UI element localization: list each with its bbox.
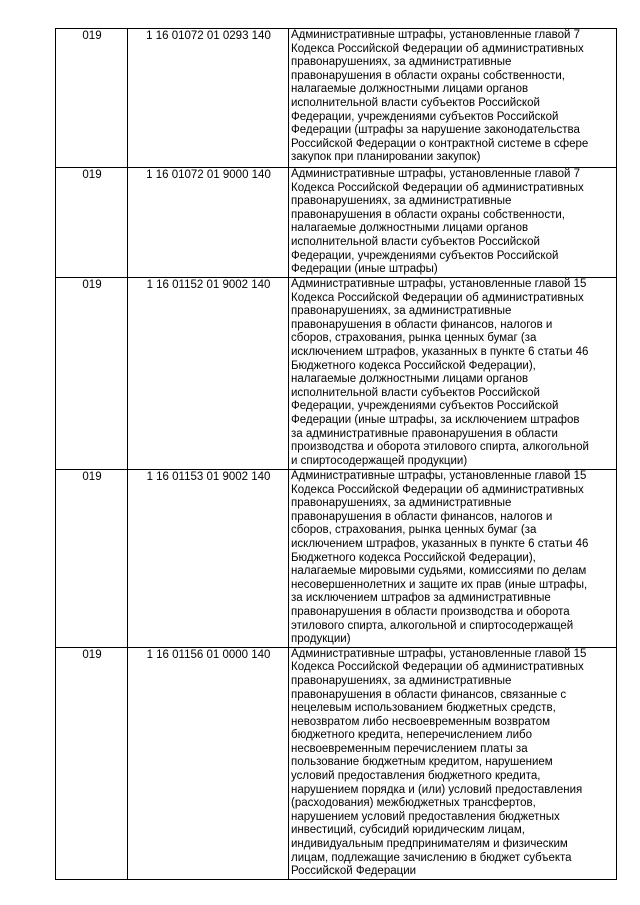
table-row bbox=[56, 168, 617, 278]
table-row bbox=[56, 647, 617, 879]
budget-classification-code-cell: 1 16 01152 01 9002 140 bbox=[128, 278, 289, 470]
administrator-code-cell: 019 bbox=[56, 647, 128, 879]
document-page bbox=[55, 28, 616, 880]
revenue-description-cell: Административные штрафы, установленные главой 7 Кодекса Российской Федерации об административных правонарушениях, за административные правонарушения в области охраны собственности, налагаемые должностными лицами органов исполнительной власти субъектов Российской Федерации, учреждениями субъектов Российской Федерации (иные штрафы) bbox=[289, 168, 617, 278]
administrator-code-cell: 019 bbox=[56, 278, 128, 470]
budget-classification-code-cell: 1 16 01153 01 9002 140 bbox=[128, 470, 289, 648]
budget-classification-code-cell: 1 16 01156 01 0000 140 bbox=[128, 647, 289, 879]
kbk-table bbox=[55, 28, 617, 880]
revenue-description-cell: Административные штрафы, установленные главой 15 Кодекса Российской Федерации об административных правонарушениях, за административные правонарушения в области финансов, налогов и сборов, страхования, рынка ценных бумаг (за исключением штрафов, указанных в пункте 6 статьи 46 Бюджетного кодекса Российской Федерации), налагаемые мировыми судьями, комиссиями по делам несовершеннолетних и защите их прав (иные штрафы, за исключением штрафов за административные правонарушения в области производства и оборота этилового спирта, алкогольной и спиртосодержащей продукции) bbox=[289, 470, 617, 648]
administrator-code-cell: 019 bbox=[56, 29, 128, 168]
budget-classification-code-cell: 1 16 01072 01 9000 140 bbox=[128, 168, 289, 278]
table-row bbox=[56, 29, 617, 168]
revenue-description-cell: Административные штрафы, установленные главой 7 Кодекса Российской Федерации об административных правонарушениях, за административные правонарушения в области охраны собственности, налагаемые должностными лицами органов исполнительной власти субъектов Российской Федерации, учреждениями субъектов Российской Федерации (штрафы за нарушение законодательства Российской Федерации о контрактной системе в сфере закупок при планировании закупок) bbox=[289, 29, 617, 168]
revenue-description-cell: Административные штрафы, установленные главой 15 Кодекса Российской Федерации об административных правонарушениях, за административные правонарушения в области финансов, налогов и сборов, страхования, рынка ценных бумаг (за исключением штрафов, указанных в пункте 6 статьи 46 Бюджетного кодекса Российской Федерации), налагаемые должностными лицами органов исполнительной власти субъектов Российской Федерации, учреждениями субъектов Российской Федерации (иные штрафы, за исключением штрафов за административные правонарушения в области производства и оборота этилового спирта, алкогольной и спиртосодержащей продукции) bbox=[289, 278, 617, 470]
revenue-description-cell: Административные штрафы, установленные главой 15 Кодекса Российской Федерации об административных правонарушениях, за административные правонарушения в области финансов, связанные с нецелевым использованием бюджетных средств, невозвратом либо несвоевременным возвратом бюджетного кредита, неперечислением либо несвоевременным перечислением платы за пользование бюджетным кредитом, нарушением условий предоставления бюджетного кредита, нарушением порядка и (или) условий предоставления (расходования) межбюджетных трансфертов, нарушением условий предоставления бюджетных инвестиций, субсидий юридическим лицам, индивидуальным предпринимателям и физическим лицам, подлежащие зачислению в бюджет субъекта Российской Федерации bbox=[289, 647, 617, 879]
administrator-code-cell: 019 bbox=[56, 470, 128, 648]
administrator-code-cell: 019 bbox=[56, 168, 128, 278]
budget-classification-code-cell: 1 16 01072 01 0293 140 bbox=[128, 29, 289, 168]
table-row bbox=[56, 470, 617, 648]
table-row bbox=[56, 278, 617, 470]
